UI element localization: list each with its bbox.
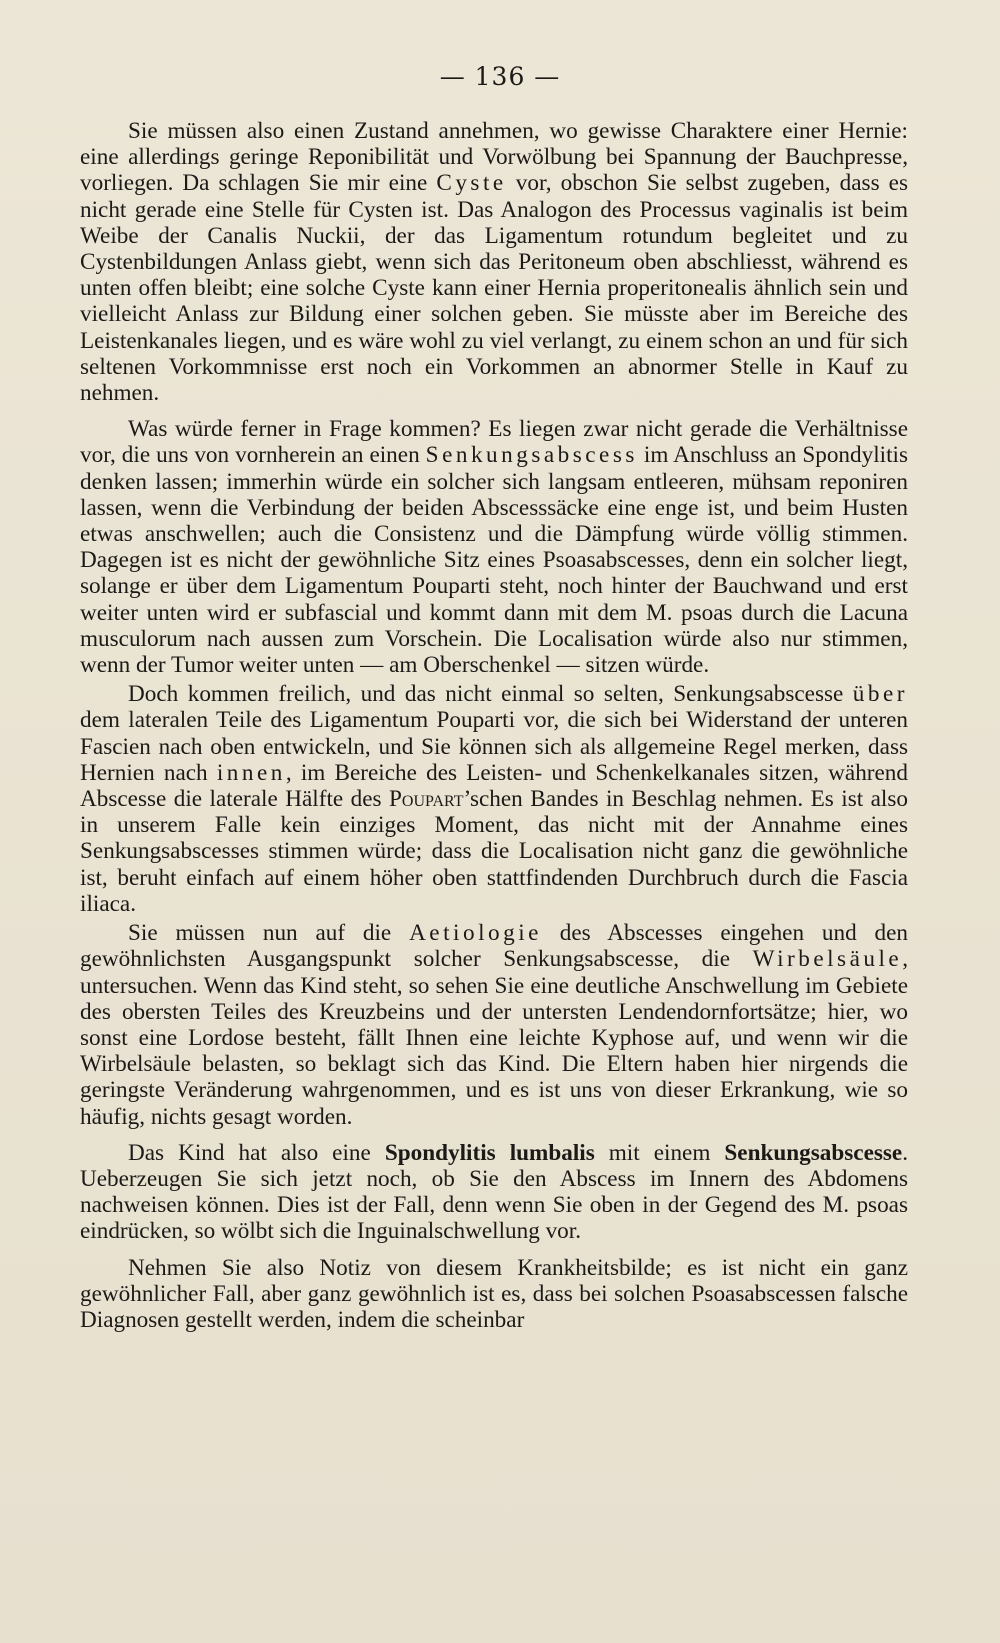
text-run: Doch kommen freilich, und das nicht einmal so selten, Senkungsabscesse (128, 681, 853, 708)
text-run: Nehmen Sie also Notiz von diesem Krankheitsbilde; es ist nicht ein ganz gewöhnlicher Fall, aber ganz gewöhnlich ist es, dass bei solchen Psoasabscessen falsche Diagnosen gestellt werden, indem die scheinbar (80, 1254, 908, 1333)
body-text (80, 118, 908, 1333)
emphasized-text: Wirbelsäule (752, 946, 903, 973)
paragraph (80, 416, 908, 678)
emphasized-text: innen (216, 759, 286, 786)
emphasized-text: Senkungsabscess (425, 442, 638, 469)
emphasized-text: Spondylitis lumbalis (384, 1139, 595, 1166)
text-run: , im Bereiche des Leisten- und Schenkelkanales sitzen, während Abscesse die laterale Hälfte des (80, 759, 908, 813)
text-run: . Ueberzeugen Sie sich jetzt noch, ob Sie den Abscess im Innern des Abdomens nachweisen können. Dies ist der Fall, denn wenn Sie oben in der Gegend des M. psoas eindrücken, so wölbt sich die Inguinalschwellung vor. (80, 1139, 909, 1245)
text-run: Was würde ferner in Frage kommen? Es liegen zwar nicht gerade die Verhältnisse vor, die uns von vornherein an einen (80, 416, 908, 469)
text-run: vor, obschon Sie selbst zugeben, dass es nicht gerade eine Stelle für Cysten ist. Das Analogon des Processus vaginalis ist beim Weibe der Canalis Nuckii, der das Ligamentum rotundum begleitet und zu Cystenbildungen Anlass giebt, wenn sich das Peritoneum oben abschliesst, während es unten offen bleibt; eine solche Cyste kann einer Hernia properitonealis ähnlich sein und vielleicht Anlass zur Bildung einer solchen geben. Sie müsste aber im Bereiche des Leistenkanales liegen, und es wäre wohl zu viel verlangt, zu einem schon an und für sich seltenen Vorkommnisse erst noch ein Vorkommen an abnormer Stelle in Kauf zu nehmen. (80, 170, 908, 407)
emphasized-text: Cyste (436, 170, 507, 197)
page-number: — 136 — (439, 62, 561, 91)
text-run: Sie müssen nun auf die (128, 920, 410, 947)
text-run: Sie müssen also einen Zustand annehmen, wo gewisse Charaktere einer Hernie: eine allerdings geringe Reponibilität und Vorwölbung bei Spannung der Bauchpresse, vorliegen. Da schlagen Sie mir eine (80, 118, 908, 197)
text-run: ’schen Bandes in Beschlag nehmen. Es ist also in unserem Falle kein einziges Moment, das nicht mit der Annahme eines Senkungsabscesses stimmen würde; dass die Localisation nicht ganz die gewöhnliche ist, beruht einfach auf einem höher oben stattfindenden Durchbruch durch die Fascia iliaca. (80, 786, 908, 917)
emphasized-text: über (852, 681, 908, 708)
emphasized-text: Senkungsabscesse (724, 1139, 903, 1166)
paragraph (80, 118, 908, 406)
paragraph (80, 1140, 908, 1245)
text-run: mit einem (594, 1139, 725, 1166)
text-run: im Anschluss an Spondylitis denken lassen; immerhin würde ein solcher sich langsam entleeren, mühsam reponiren lassen, wenn die Verbindung der beiden Abscesssäcke eine enge ist, und beim Husten etwas anschwellen; auch die Consistenz und die Dämpfung würde völlig stimmen. Dagegen ist es nicht der gewöhnliche Sitz eines Psoasabscesses, denn ein solcher liegt, solange er über dem Ligamentum Pouparti steht, noch hinter der Bauchwand und erst weiter unten wird er subfascial und kommt dann mit dem M. psoas durch die Lacuna musculorum nach aussen zum Vorschein. Die Localisation würde also nur stimmen, wenn der Tumor weiter unten — am Oberschenkel — sitzen würde. (80, 442, 908, 679)
text-run: des Abscesses eingehen und den gewöhnlichsten Ausgangspunkt solcher Senkungsabscesse, die (80, 920, 908, 973)
text-run: Das Kind hat also eine (128, 1139, 385, 1166)
paragraph (80, 681, 908, 917)
emphasized-text: Poupart (389, 786, 464, 813)
emphasized-text: Aetiologie (409, 920, 542, 947)
paragraph (80, 1255, 908, 1334)
text-run: , untersuchen. Wenn das Kind steht, so sehen Sie eine deutliche Anschwellung im Gebiete des obersten Teiles des Kreuzbeins und der untersten Lendendornfortsätze; hier, wo sonst eine Lordose besteht, fällt Ihnen eine leichte Kyphose auf, und wenn wir die Wirbelsäule belasten, so beklagt sich das Kind. Die Eltern haben hier nirgends die geringste Veränderung wahrgenommen, und es ist uns von dieser Erkrankung, wie so häufig, nichts gesagt worden. (80, 946, 908, 1130)
text-run: dem lateralen Teile des Ligamentum Pouparti vor, die sich bei Widerstand der unteren Fascien nach oben entwickeln, und Sie können sich als allgemeine Regel merken, dass Hernien nach (80, 707, 908, 786)
paragraph (80, 920, 908, 1130)
